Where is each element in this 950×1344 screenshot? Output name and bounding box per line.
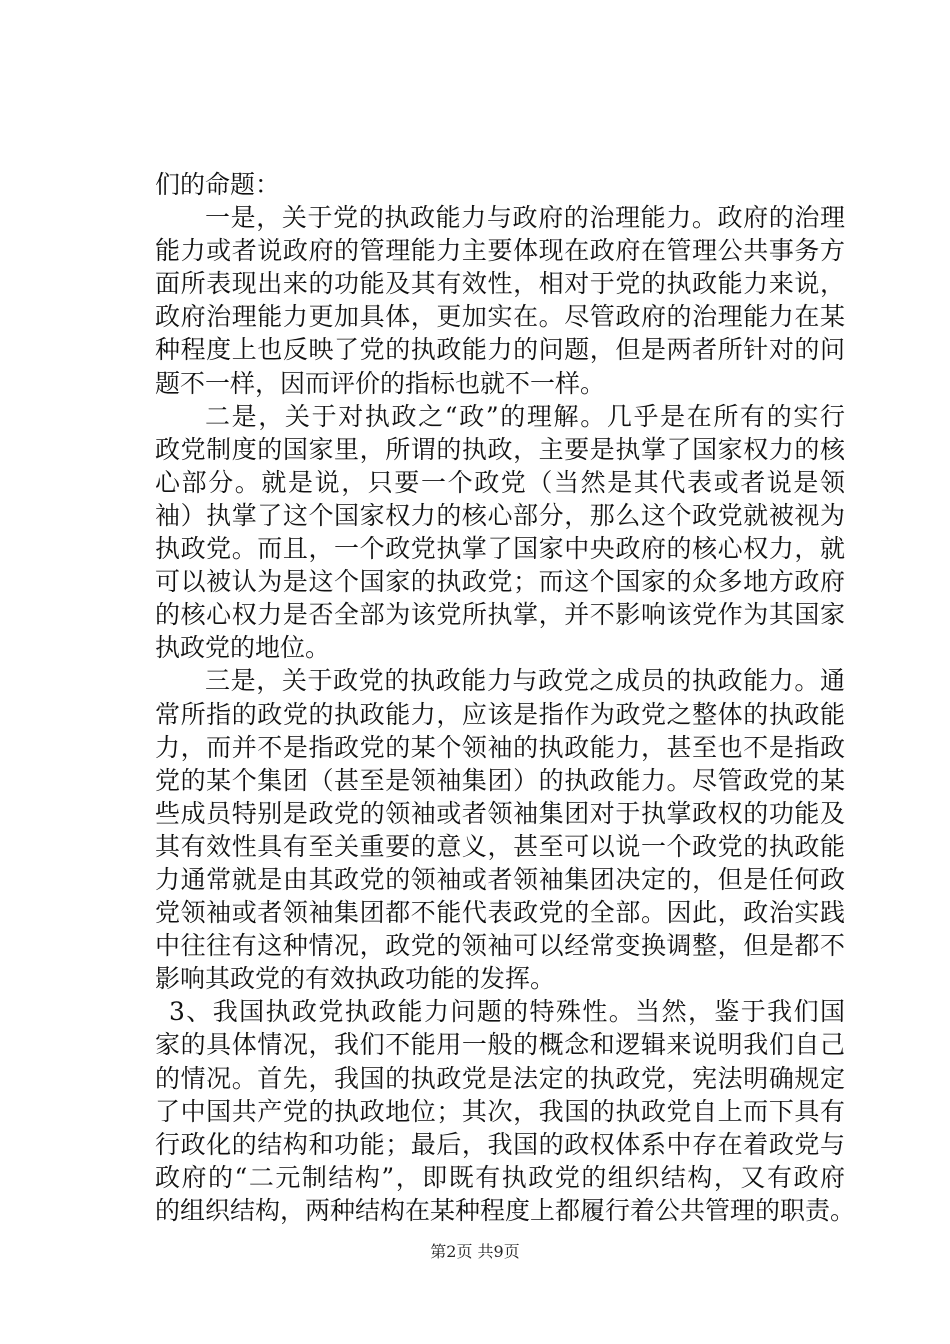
- text-line: 题不一样，因而评价的指标也就不一样。: [155, 368, 606, 398]
- text-line: 二是，关于对执政之“政”的理解。几乎是在所有的实行: [205, 401, 845, 431]
- page-footer: 第2页 共9页: [430, 1242, 520, 1261]
- text-line: 政府的“二元制结构”，即既有执政党的组织结构，又有政府: [155, 1162, 845, 1192]
- text-line: 执政党的地位。: [155, 633, 331, 663]
- text-line: 其有效性具有至关重要的意义，甚至可以说一个政党的执政能: [155, 831, 845, 861]
- text-line: 的组织结构，两种结构在某种程度上都履行着公共管理的职责。: [155, 1195, 856, 1225]
- text-line: 的核心权力是否全部为该党所执掌，并不影响该党作为其国家: [155, 600, 845, 630]
- text-line: 中往往有这种情况，政党的领袖可以经常变换调整，但是都不: [155, 931, 845, 961]
- text-line: 三是，关于政党的执政能力与政党之成员的执政能力。通: [205, 666, 845, 696]
- text-line: 党的某个集团（甚至是领袖集团）的执政能力。尽管政党的某: [155, 765, 845, 795]
- text-line: 3、我国执政党执政能力问题的特殊性。当然，鉴于我们国: [169, 997, 845, 1027]
- text-line: 袖）执掌了这个国家权力的核心部分，那么这个政党就被视为: [155, 500, 845, 530]
- text-line: 面所表现出来的功能及其有效性，相对于党的执政能力来说，: [155, 269, 845, 299]
- text-line: 们的命题：: [155, 170, 281, 199]
- text-line: 政党制度的国家里，所谓的执政，主要是执掌了国家权力的核: [155, 434, 845, 464]
- text-line: 党领袖或者领袖集团都不能代表政党的全部。因此，政治实践: [155, 898, 845, 928]
- text-line: 些成员特别是政党的领袖或者领袖集团对于执掌政权的功能及: [155, 798, 845, 828]
- body-text: [155, 168, 856, 1227]
- text-line: 家的具体情况，我们不能用一般的概念和逻辑来说明我们自己: [155, 1030, 845, 1060]
- text-line: 可以被认为是这个国家的执政党；而这个国家的众多地方政府: [155, 567, 845, 597]
- text-line: 能力或者说政府的管理能力主要体现在政府在管理公共事务方: [155, 236, 845, 266]
- paragraph: [155, 995, 856, 1227]
- text-line: 力通常就是由其政党的领袖或者领袖集团决定的，但是任何政: [155, 864, 845, 894]
- text-line: 心部分。就是说，只要一个政党（当然是其代表或者说是领: [155, 467, 845, 497]
- text-line: 的情况。首先，我国的执政党是法定的执政党，宪法明确规定: [155, 1063, 845, 1093]
- text-line: 一是，关于党的执政能力与政府的治理能力。政府的治理: [205, 203, 845, 233]
- text-line: 执政党。而且，一个政党执掌了国家中央政府的核心权力，就: [155, 534, 845, 564]
- text-line: 了中国共产党的执政地位；其次，我国的执政党自上而下具有: [155, 1096, 845, 1126]
- paragraph: [155, 168, 845, 201]
- paragraph: [155, 400, 845, 665]
- text-line: 力，而并不是指政党的某个领袖的执政能力，甚至也不是指政: [155, 732, 845, 762]
- text-line: 常所指的政党的执政能力，应该是指作为政党之整体的执政能: [155, 699, 845, 729]
- text-line: 行政化的结构和功能；最后，我国的政权体系中存在着政党与: [155, 1129, 845, 1159]
- text-line: 种程度上也反映了党的执政能力的问题，但是两者所针对的问: [155, 335, 845, 365]
- paragraph: [155, 664, 845, 995]
- text-line: 影响其政党的有效执政功能的发挥。: [155, 964, 556, 994]
- paragraph: [155, 201, 845, 400]
- text-line: 政府治理能力更加具体，更加实在。尽管政府的治理能力在某: [155, 302, 845, 332]
